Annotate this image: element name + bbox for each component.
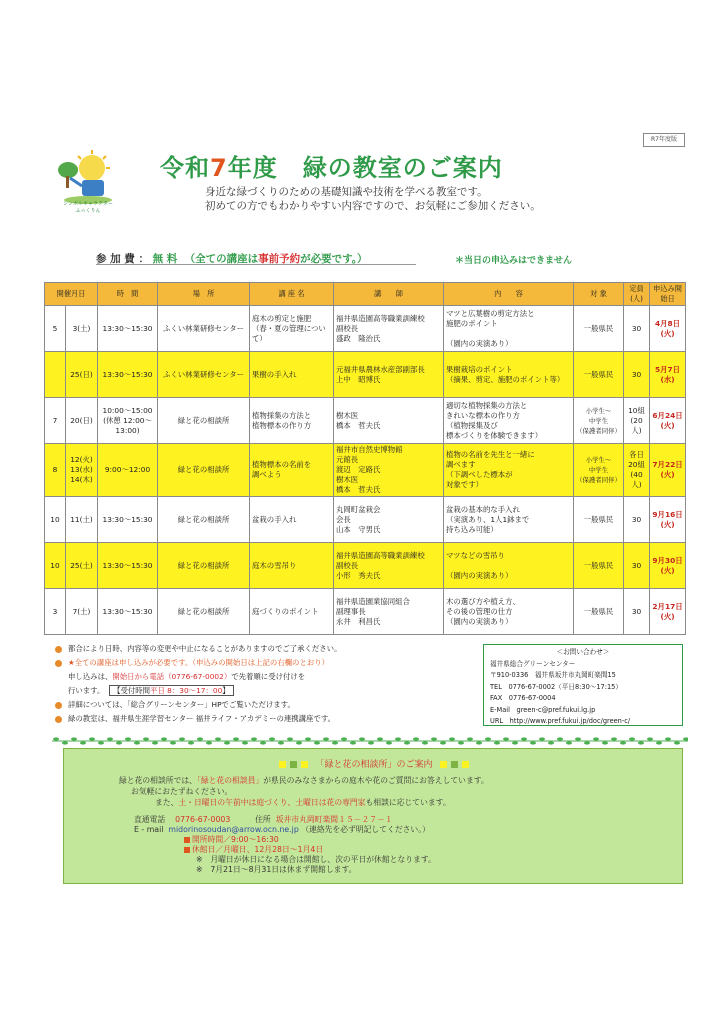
place-cell: 緑と花の相談所	[158, 497, 250, 543]
leaf-icon	[359, 737, 365, 740]
leaf-icon	[656, 741, 662, 744]
table-header-row	[45, 283, 686, 306]
title-year: 7	[210, 154, 228, 182]
leaf-icon	[611, 737, 617, 740]
consult-para-3	[119, 797, 679, 808]
start-date-cell: 9月30日 (火)	[650, 543, 686, 589]
consult-para-2: お気軽におたずねください。	[131, 787, 233, 796]
note-text: 都合により日時、内容等の変更や中止になることがありますのでご了承ください。	[68, 644, 342, 653]
consult-body	[119, 775, 679, 808]
leaf-icon	[557, 737, 563, 740]
target-cell: 小学生～ 中学生 （保護者同伴）	[574, 398, 624, 444]
capacity-cell: 30	[624, 543, 650, 589]
capacity-cell: 10組 (20人)	[624, 398, 650, 444]
note-text: ★全ての講座は申し込みが必要です。（申込みの開始日は上記の右欄のとおり）	[68, 658, 330, 667]
consult-tel: 0776-67-0003	[175, 815, 231, 824]
note-details	[55, 698, 470, 712]
leaf-icon	[269, 737, 275, 740]
header-course: 講 座 名	[250, 283, 334, 306]
leaf-icon	[305, 737, 311, 740]
leaf-icon	[80, 741, 86, 744]
target-cell: 小学生～ 中学生 （保護者同伴）	[574, 444, 624, 497]
deco-square-icon	[462, 761, 469, 768]
leaf-icon	[89, 737, 95, 740]
header-content: 内 容	[444, 283, 574, 306]
leaf-icon	[422, 741, 428, 744]
fee-reservation: 事前予約	[258, 253, 301, 265]
content-cell: マツと広葉樹の剪定方法と 施肥のポイント （園内の実演あり）	[444, 306, 574, 352]
target-cell: 一般県民	[574, 497, 624, 543]
leaf-icon	[125, 737, 131, 740]
deco-square-icon	[279, 761, 286, 768]
consult-text: また、	[155, 798, 179, 807]
header-capacity: 定員(人)	[624, 283, 650, 306]
consult-closed-note: ※ 7月21日～8月31日は休まず開館します。	[196, 865, 357, 874]
consult-mail-line	[134, 825, 674, 835]
table-row	[45, 398, 686, 444]
leaf-icon	[467, 737, 473, 740]
leaf-icon	[584, 741, 590, 744]
leaf-icon	[539, 737, 545, 740]
place-cell: ふくい林業研修センター	[158, 352, 250, 398]
course-cell: 果樹の手入れ	[250, 352, 334, 398]
leaf-icon	[575, 737, 581, 740]
table-row	[45, 497, 686, 543]
leaf-icon	[440, 741, 446, 744]
leaf-icon	[197, 737, 203, 740]
subtitle-line-1: 身近な緑づくりのための基礎知識や技術を学べる教室です。	[205, 186, 488, 198]
note-apply	[55, 656, 470, 670]
leaf-icon	[179, 737, 185, 740]
consult-mail-label: E - mail	[134, 825, 164, 834]
place-cell: ふくい林業研修センター	[158, 306, 250, 352]
day-cell: 25(日)	[66, 352, 98, 398]
fee-note-part: が必要です。）	[300, 253, 368, 265]
leaf-icon	[287, 737, 293, 740]
leaf-icon	[350, 741, 356, 744]
target-cell: 一般県民	[574, 352, 624, 398]
table-row	[45, 444, 686, 497]
year-badge: R7年度版	[643, 133, 685, 147]
note-text: 詳細については、「総合グリーンセンター」HPでご覧いただけます。	[68, 700, 295, 709]
content-cell: 適切な植物採集の方法と きれいな標本の作り方 （植物採集及び 標本づくりを体験できます）	[444, 398, 574, 444]
leaf-icon	[476, 741, 482, 744]
header-lecturer: 講 師	[334, 283, 444, 306]
time-cell: 13:30～15:30	[98, 306, 158, 352]
subtitle-line-2: 初めての方でもわかりやすい内容ですので、お気軽にご参加ください。	[205, 200, 541, 212]
consult-closed: 休館日／月曜日、12月28日～1月4日	[192, 845, 324, 854]
square-bullet-icon	[184, 847, 190, 853]
leaf-icon	[368, 741, 374, 744]
bullet-icon	[55, 660, 62, 667]
page-title	[160, 148, 503, 183]
leaf-icon	[260, 741, 266, 744]
place-cell: 緑と花の相談所	[158, 398, 250, 444]
bullet-icon	[55, 702, 62, 709]
consult-tel-label: 直通電話	[134, 815, 166, 824]
start-date-cell: 4月8日 (火)	[650, 306, 686, 352]
consult-mail-note: （連絡先を必ず明記してください。）	[301, 825, 430, 834]
reception-hours	[109, 685, 234, 696]
capacity-cell: 30	[624, 589, 650, 635]
leaf-icon	[224, 741, 230, 744]
leaf-icon	[206, 741, 212, 744]
consult-text: が県民のみなさまからの庭木や花のご質問にお答えしています。	[263, 776, 489, 785]
capacity-cell: 各日 20組 (40人)	[624, 444, 650, 497]
tree-icon	[58, 162, 78, 188]
leaf-icon	[116, 741, 122, 744]
header-date: 開催月日	[45, 283, 98, 306]
leaf-icon	[683, 737, 688, 740]
leaf-icon	[431, 737, 437, 740]
start-date-cell: 6月24日 (火)	[650, 398, 686, 444]
leaf-icon	[251, 737, 257, 740]
leaf-icon	[377, 737, 383, 740]
leaf-icon	[215, 737, 221, 740]
deco-square-icon	[440, 761, 447, 768]
course-cell: 植物標本の名前を 調べよう	[250, 444, 334, 497]
month-cell: 10	[45, 543, 66, 589]
watering-can-icon	[70, 178, 104, 196]
leaf-icon	[62, 741, 68, 744]
title-part: 令和	[160, 154, 210, 182]
lecturer-cell: 元福井県農林水産部副部長 上中 昭博氏	[334, 352, 444, 398]
day-cell: 12(火) 13(水) 14(木)	[66, 444, 98, 497]
start-date-cell: 7月22日 (火)	[650, 444, 686, 497]
leaf-icon	[593, 737, 599, 740]
day-cell: 11(土)	[66, 497, 98, 543]
time-cell: 9:00～12:00	[98, 444, 158, 497]
leaf-icon	[143, 737, 149, 740]
logo-caption	[48, 201, 128, 215]
leaf-icon	[323, 737, 329, 740]
leaf-icon	[170, 741, 176, 744]
consult-text: も相談に応じています。	[365, 798, 451, 807]
consult-closed-line	[134, 845, 674, 855]
consult-addr-label: 住所	[255, 815, 271, 824]
leaf-icon	[638, 741, 644, 744]
reception-time: 平日 8：30～17：00	[150, 686, 223, 695]
note-phone-number: 開始日から電話（0776-67-0002）	[112, 672, 232, 681]
table-row	[45, 589, 686, 635]
note-hours	[55, 684, 470, 698]
note-text: 緑の教室は、福井県生涯学習センター 福井ライフ・アカデミーの連携講座です。	[68, 714, 336, 723]
table-row	[45, 306, 686, 352]
deco-square-icon	[301, 761, 308, 768]
consult-highlight: 「緑と花の相談員」	[196, 776, 264, 785]
leaf-icon	[134, 741, 140, 744]
leaf-icon	[314, 741, 320, 744]
day-cell: 7(土)	[66, 589, 98, 635]
leaf-icon	[521, 737, 527, 740]
month-cell: 8	[45, 444, 66, 497]
leaf-icon	[674, 741, 680, 744]
capacity-cell: 30	[624, 497, 650, 543]
target-cell: 一般県民	[574, 589, 624, 635]
leaf-icon	[98, 741, 104, 744]
consult-text: 緑と花の相談所では、	[119, 776, 197, 785]
leaf-icon	[404, 741, 410, 744]
start-date-cell: 9月16日 (火)	[650, 497, 686, 543]
lecturer-cell: 福井市自然史博物館 元館長 渡辺 定路氏 樹木医 橋本 哲夫氏	[334, 444, 444, 497]
header-target: 対 象	[574, 283, 624, 306]
leaf-icon	[566, 741, 572, 744]
time-cell: 13:30～15:30	[98, 589, 158, 635]
square-bullet-icon	[184, 837, 190, 843]
consult-hours-line	[134, 835, 674, 845]
leaf-icon	[233, 737, 239, 740]
time-cell: 10:00～15:00 (休憩 12:00～ 13:00)	[98, 398, 158, 444]
leaf-icon	[242, 741, 248, 744]
note-text: 行います。	[68, 686, 105, 695]
note-text: 申し込みは、	[68, 672, 113, 681]
leaf-icon	[494, 741, 500, 744]
leaf-icon	[386, 741, 392, 744]
contact-url[interactable]: URL http://www.pref.fukui.jp/doc/green-c/	[490, 717, 631, 725]
leaf-icon	[449, 737, 455, 740]
content-cell: 果樹栽培のポイント （摘果、剪定、施肥のポイント等）	[444, 352, 574, 398]
leaf-icon	[647, 737, 653, 740]
month-cell: 10	[45, 497, 66, 543]
day-cell: 3(土)	[66, 306, 98, 352]
note-change	[55, 642, 470, 656]
header-start: 申込み開始日	[650, 283, 686, 306]
consult-title	[64, 757, 684, 770]
schedule-table	[44, 282, 686, 635]
sun-icon	[74, 150, 110, 181]
place-cell: 緑と花の相談所	[158, 589, 250, 635]
deco-square-icon	[451, 761, 458, 768]
course-cell: 庭木の剪定と施肥 （春・夏の管理について）	[250, 306, 334, 352]
leaf-icon	[629, 737, 635, 740]
leaf-icon	[530, 741, 536, 744]
leaf-icon	[512, 741, 518, 744]
contact-address: 〒910-0336 福井県坂井市丸岡町楽間15	[490, 671, 616, 679]
content-cell: マツなどの雪吊り （園内の実演あり）	[444, 543, 574, 589]
lecturer-cell: 福井県造園高等職業訓練校 副校長 小形 秀夫氏	[334, 543, 444, 589]
leaf-icon	[665, 737, 671, 740]
leaf-icon	[161, 737, 167, 740]
contact-fax: FAX 0776-67-0004	[490, 694, 556, 702]
lecturer-cell: 福井県造園高等職業訓練校 副校長 盛政 隆治氏	[334, 306, 444, 352]
leaf-icon	[278, 741, 284, 744]
note-phone	[55, 670, 470, 684]
contact-tel: TEL 0776-67-0002（平日8:30～17:15）	[490, 682, 622, 691]
month-cell: 3	[45, 589, 66, 635]
leaf-icon	[332, 741, 338, 744]
leaf-icon	[458, 741, 464, 744]
start-date-cell: 2月17日 (火)	[650, 589, 686, 635]
capacity-cell: 30	[624, 352, 650, 398]
leaf-icon	[485, 737, 491, 740]
leaf-icon	[107, 737, 113, 740]
target-cell: 一般県民	[574, 306, 624, 352]
leaf-icon	[602, 741, 608, 744]
course-cell: 庭づくりのポイント	[250, 589, 334, 635]
content-cell: 木の選び方や植え方、 その後の管理の仕方 （園内の実演あり）	[444, 589, 574, 635]
consult-title-text: 「緑と花の相談所」のご案内	[315, 760, 433, 770]
notes	[55, 642, 470, 726]
fee-free: 無 料	[152, 253, 178, 265]
place-cell: 緑と花の相談所	[158, 444, 250, 497]
target-cell: 一般県民	[574, 543, 624, 589]
bullet-icon	[55, 716, 62, 723]
deco-square-icon	[290, 761, 297, 768]
leaf-icon	[503, 737, 509, 740]
same-day-note: ＊当日の申込みはできません	[455, 256, 573, 266]
month-cell: 5	[45, 306, 66, 352]
contact-title: ＜お問い合わせ＞	[556, 648, 610, 656]
leaf-icon	[296, 741, 302, 744]
content-cell: 植物の名前を先生と一緒に 調べます （下調べした標本が 対象です）	[444, 444, 574, 497]
day-cell: 20(日)	[66, 398, 98, 444]
time-cell: 13:30～15:30	[98, 497, 158, 543]
header-place: 場 所	[158, 283, 250, 306]
note-academy	[55, 712, 470, 726]
note-text: で先着順に受け付けを	[231, 672, 306, 681]
course-cell: 盆栽の手入れ	[250, 497, 334, 543]
title-part: 年度 緑の教室のご案内	[227, 154, 503, 182]
logo-caption-top: シンボルキャラクター	[63, 201, 113, 207]
leaf-icon	[341, 737, 347, 740]
consult-details	[134, 815, 674, 875]
time-cell: 13:30～15:30	[98, 352, 158, 398]
header-time: 時 間	[98, 283, 158, 306]
consult-closed-note: ※ 月曜日が休日になる場合は開館し、次の平日が休館となります。	[196, 855, 436, 864]
day-cell: 25(土)	[66, 543, 98, 589]
leaf-icon	[71, 737, 77, 740]
consult-highlight: 土・日曜日の午前中は庭づくり、土曜日は花の専門家	[178, 798, 366, 807]
place-cell: 緑と花の相談所	[158, 543, 250, 589]
month-cell: 7	[45, 398, 66, 444]
lecturer-cell: 丸岡町盆栽会 会長 山本 守男氏	[334, 497, 444, 543]
reception-end: 】	[222, 686, 230, 695]
contact-org: 福井県総合グリーンセンター	[490, 659, 576, 668]
leaf-icon	[620, 741, 626, 744]
capacity-cell: 30	[624, 306, 650, 352]
course-cell: 庭木の雪吊り	[250, 543, 334, 589]
subtitle	[205, 185, 541, 213]
table-row	[45, 543, 686, 589]
consult-phone-line	[134, 815, 674, 825]
fee-underline	[96, 264, 416, 265]
leaf-icon	[395, 737, 401, 740]
leaf-icon	[53, 737, 59, 740]
table-row	[45, 352, 686, 398]
leaf-icon	[188, 741, 194, 744]
consult-para-1	[119, 775, 679, 786]
logo-caption-name: ふっくりん	[75, 208, 101, 214]
lecturer-cell: 樹木医 橋本 哲夫氏	[334, 398, 444, 444]
consult-address: 坂井市丸岡町楽間１５－２７－１	[275, 815, 393, 824]
consult-hours: 開所時間／9:00～16:30	[192, 835, 279, 844]
leaf-icon	[152, 741, 158, 744]
reception-label: 【受付時間	[113, 686, 151, 695]
course-cell: 植物採集の方法と 植物標本の作り方	[250, 398, 334, 444]
leaf-vine-divider	[52, 736, 688, 746]
start-date-cell: 5月7日 (水)	[650, 352, 686, 398]
month-cell	[45, 352, 66, 398]
consult-box	[63, 748, 683, 884]
content-cell: 盆栽の基本的な手入れ （実演あり、1人1鉢まで 持ち込み可能）	[444, 497, 574, 543]
fee-label: 参 加 費 ：	[96, 253, 149, 265]
lecturer-cell: 福井県造園業協同組合 副理事長 永井 利昌氏	[334, 589, 444, 635]
contact-box	[483, 644, 683, 726]
consult-email[interactable]: midorinosoudan@arrow.ocn.ne.jp	[168, 825, 299, 834]
fee-note-part: （全ての講座は	[184, 253, 259, 265]
leaf-icon	[548, 741, 554, 744]
bullet-icon	[55, 646, 62, 653]
leaf-icon	[413, 737, 419, 740]
contact-email[interactable]: E-Mail green-c@pref.fukui.lg.jp	[490, 705, 596, 714]
time-cell: 13:30～15:30	[98, 543, 158, 589]
